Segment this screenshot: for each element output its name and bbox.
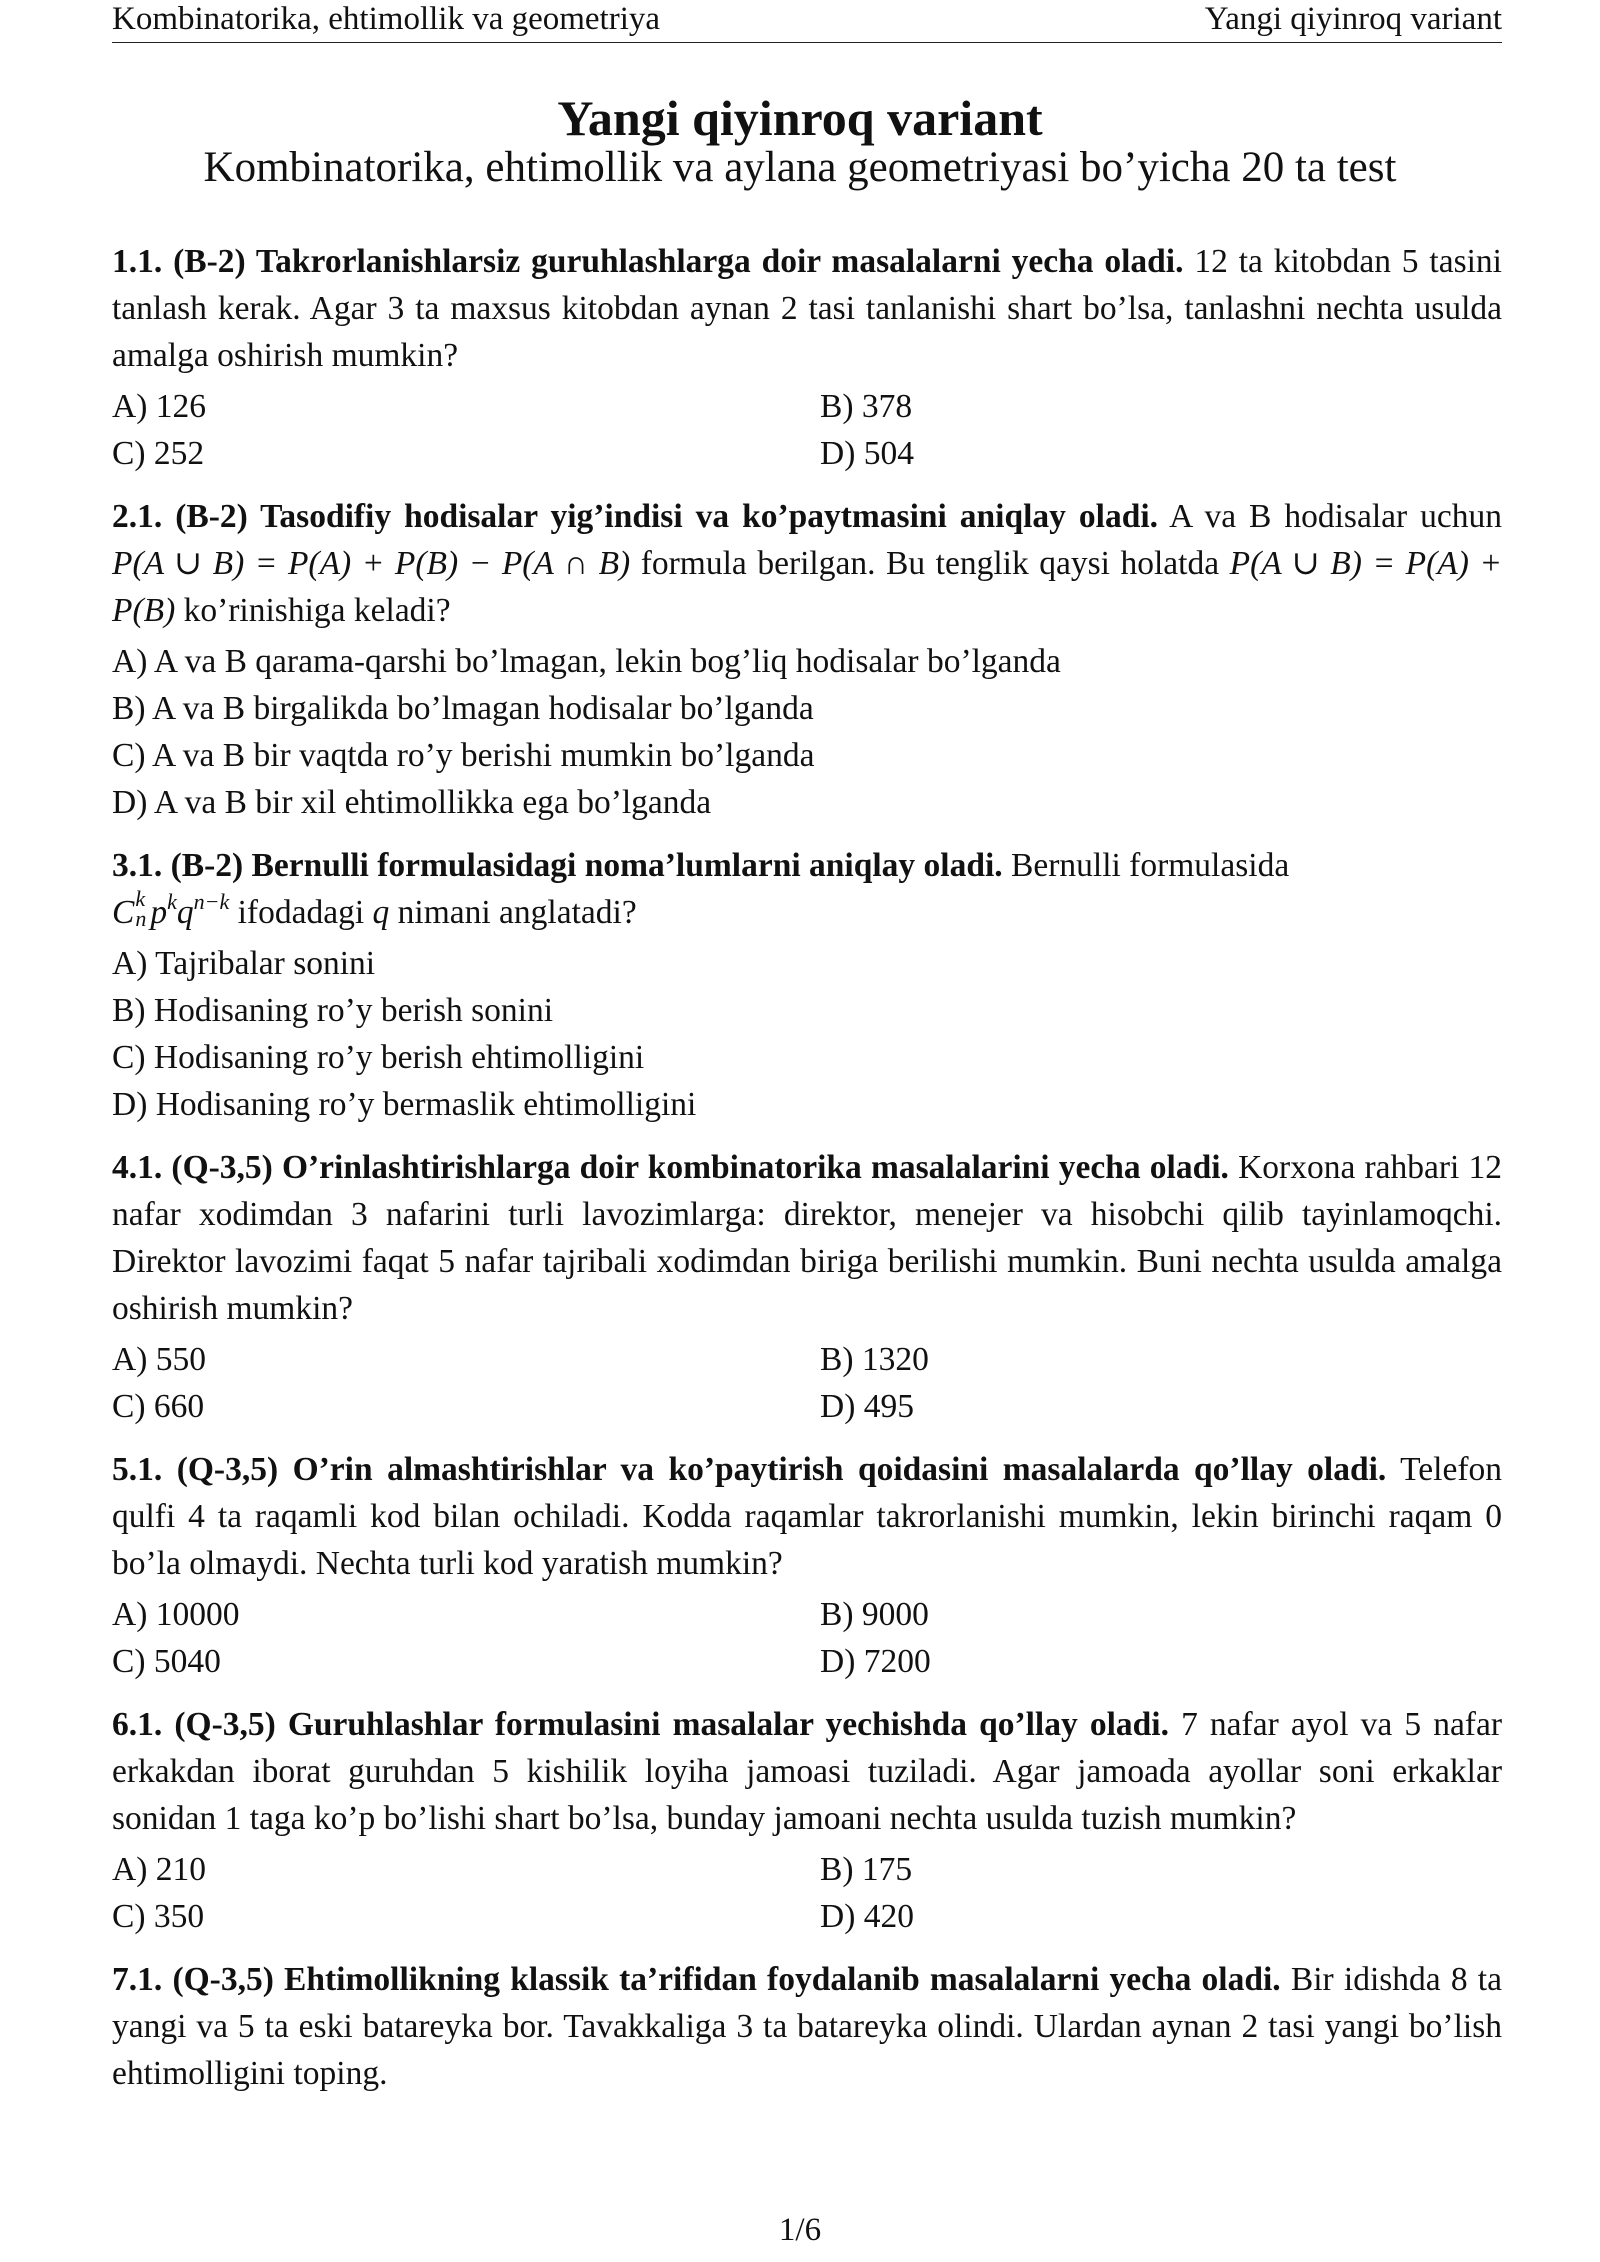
option-b[interactable]: B) Hodisaning ro’y berish sonini: [112, 992, 554, 1029]
question-2-text-b: formula berilgan. Bu tenglik qaysi holatda: [640, 545, 1220, 582]
question-2-body: [112, 493, 1502, 634]
question-3: [112, 842, 1502, 1128]
question-4-text: Korxona rahbari 12 nafar xodimdan 3 nafarini turli lavozimlarga: direktor, menejer va hisobchi qilib tayinlamoqchi. Direktor lavozimi faqat 5 nafar tajribali xodimdan biriga berilishi mumkin. Buni nechta usulda amalga oshirish mumkin?: [112, 1149, 1503, 1327]
bernoulli-formula: C k n $p^kq^{n-k}$: [112, 886, 230, 931]
question-4-options: [112, 1336, 1502, 1430]
question-5-options: [112, 1591, 1502, 1685]
question-5-heading: 5.1. (Q-3,5) O’rin almashtirishlar va ko’paytirish qoidasini masalalarda qo’llay oladi.: [112, 1451, 1387, 1488]
question-7-heading: 7.1. (Q-3,5) Ehtimollikning klassik ta’rifidan foydalanib masalalarni yecha oladi.: [112, 1961, 1281, 1998]
formula-p-exponent: k: [167, 889, 177, 914]
option-d[interactable]: D) Hodisaning ro’y bermaslik ehtimolligini: [112, 1086, 697, 1123]
running-header: [112, 0, 1502, 43]
question-6-options: [112, 1846, 1502, 1940]
option-c[interactable]: C) 350: [112, 1898, 205, 1935]
header-left-text: Kombinatorika, ehtimollik va geometriya: [112, 1, 661, 37]
option-a[interactable]: A) 126: [112, 388, 206, 425]
question-5-body: [112, 1446, 1502, 1587]
option-a[interactable]: A) 550: [112, 1341, 206, 1378]
formula-q: q: [176, 894, 194, 931]
question-2: [112, 493, 1502, 826]
question-7-body: [112, 1956, 1502, 2097]
option-c[interactable]: C) 252: [112, 435, 205, 472]
option-b[interactable]: B) 9000: [820, 1596, 929, 1633]
question-5: [112, 1446, 1502, 1685]
question-2-text-a: A va B hodisalar uchun: [1169, 498, 1502, 535]
question-7-text: Bir idishda 8 ta yangi va 5 ta eski batareyka bor. Tavakkaliga 3 ta batareyka olindi. Ulardan aynan 2 tasi yangi bo’lish ehtimolligini toping.: [112, 1961, 1502, 2092]
option-d[interactable]: D) 7200: [820, 1643, 931, 1680]
option-d[interactable]: D) 420: [820, 1898, 914, 1935]
question-6-text: 7 nafar ayol va 5 nafar erkakdan iborat guruhdan 5 kishilik loyiha jamoasi tuziladi. Agar jamoada ayollar soni erkaklar sonidan 1 taga ko’p bo’lishi shart bo’lsa, bunday jamoani nechta usulda tuzish mumkin?: [112, 1706, 1502, 1837]
question-5-text: Telefon qulfi 4 ta raqamli kod bilan ochiladi. Kodda raqamlar takrorlanishi mumkin, lekin birinchi raqam 0 bo’la olmaydi. Nechta turli kod yaratish mumkin?: [112, 1451, 1502, 1582]
option-c[interactable]: C) Hodisaning ro’y berish ehtimolligini: [112, 1039, 645, 1076]
question-3-text-c: nimani anglatadi?: [397, 894, 637, 931]
option-d[interactable]: D) 495: [820, 1388, 914, 1425]
question-1-text: 12 ta kitobdan 5 tasini tanlash kerak. Agar 3 ta maxsus kitobdan aynan 2 tasi tanlanishi shart bo’lsa, tanlashni nechta usulda amalga oshirish mumkin?: [112, 243, 1502, 374]
formula-c: C: [112, 894, 135, 931]
document-subtitle: Kombinatorika, ehtimollik va aylana geometriyasi bo’yicha 20 ta test: [203, 144, 1397, 191]
question-3-options: [112, 940, 1502, 1128]
question-3-text-b: ifodadagi: [237, 894, 365, 931]
formula-p: p: [150, 894, 168, 931]
question-6: [112, 1701, 1502, 1940]
question-3-heading: 3.1. (B-2) Bernulli formulasidagi noma’lumlarni aniqlay oladi.: [112, 847, 1003, 884]
title-block: [0, 92, 1600, 192]
question-2-text-c: ko’rinishiga keladi?: [183, 592, 451, 629]
page-number: 1/6: [778, 2212, 822, 2248]
option-b[interactable]: B) 378: [820, 388, 913, 425]
question-1-heading: 1.1. (B-2) Takrorlanishlarsiz guruhlashlarga doir masalalarni yecha oladi.: [112, 243, 1184, 280]
variable-q: q: [372, 894, 390, 931]
option-c[interactable]: C) 5040: [112, 1643, 221, 1680]
option-a[interactable]: A) 10000: [112, 1596, 240, 1633]
question-2-heading: 2.1. (B-2) Tasodifiy hodisalar yig’indisi va ko’paytmasini aniqlay oladi.: [112, 498, 1159, 535]
question-3-body: [112, 842, 1502, 936]
question-4: [112, 1144, 1502, 1430]
option-b[interactable]: B) 1320: [820, 1341, 929, 1378]
question-2-options: [112, 638, 1502, 826]
question-3-text-a: Bernulli formulasida: [1011, 847, 1290, 884]
question-4-body: [112, 1144, 1502, 1332]
question-1-options: [112, 383, 1502, 477]
question-6-body: [112, 1701, 1502, 1842]
option-a[interactable]: A) A va B qarama-qarshi bo’lmagan, lekin bog’liq hodisalar bo’lganda: [112, 643, 1061, 680]
option-d[interactable]: D) 504: [820, 435, 914, 472]
option-d[interactable]: D) A va B bir xil ehtimollikka ega bo’lganda: [112, 784, 712, 821]
option-a[interactable]: A) Tajribalar sonini: [112, 945, 376, 982]
option-a[interactable]: A) 210: [112, 1851, 206, 1888]
formula-q-exponent: n−k: [193, 889, 230, 914]
question-6-heading: 6.1. (Q-3,5) Guruhlashlar formulasini masalalar yechishda qo’llay oladi.: [112, 1706, 1169, 1743]
formula-inclusion-exclusion: P(A ∪ B) = P(A) + P(B) − P(A ∩ B): [112, 545, 631, 582]
question-7: [112, 1956, 1502, 2097]
option-c[interactable]: C) 660: [112, 1388, 205, 1425]
option-b[interactable]: B) A va B birgalikda bo’lmagan hodisalar bo’lganda: [112, 690, 814, 727]
document-title: Yangi qiyinroq variant: [557, 90, 1043, 146]
option-c[interactable]: C) A va B bir vaqtda ro’y berishi mumkin bo’lganda: [112, 737, 815, 774]
formula-sum-rule: P(A ∪ B) = P(A) + P(B): [112, 545, 1502, 629]
header-right-text: Yangi qiyinroq variant: [1204, 1, 1502, 37]
questions-content: [112, 238, 1502, 2097]
question-1: [112, 238, 1502, 477]
question-4-heading: 4.1. (Q-3,5) O’rinlashtirishlarga doir kombinatorika masalalarini yecha oladi.: [112, 1149, 1229, 1186]
option-b[interactable]: B) 175: [820, 1851, 913, 1888]
question-1-body: [112, 238, 1502, 379]
